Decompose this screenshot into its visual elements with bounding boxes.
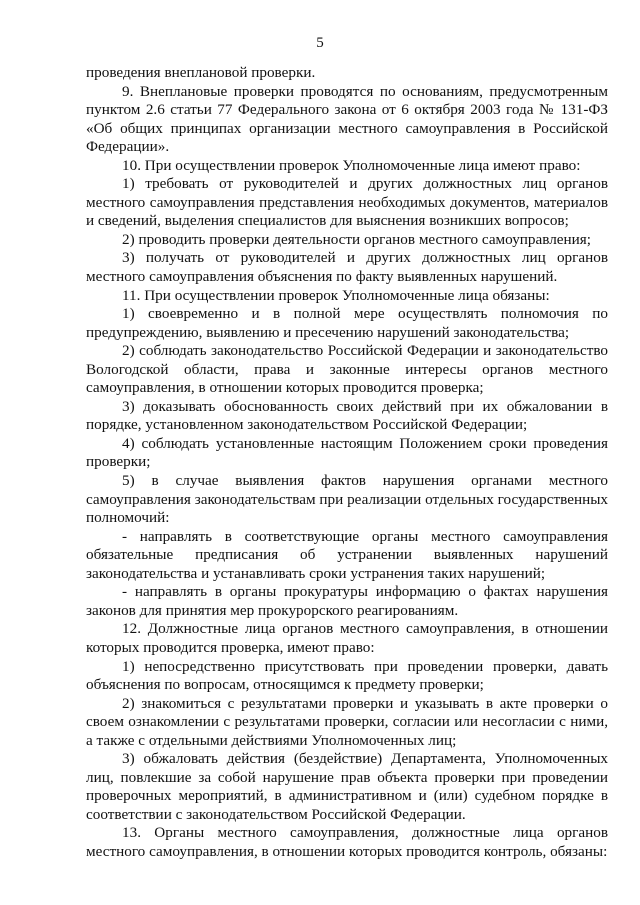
paragraph: 9. Внеплановые проверки проводятся по основаниям, предусмотренным пунктом 2.6 статьи 77 Федерального закона от 6 октября 2003 года № 131-ФЗ «Об общих принципах организации местного самоуправления в Российской Федерации». (86, 82, 608, 156)
paragraph: 12. Должностные лица органов местного самоуправления, в отношении которых проводится проверка, имеют право: (86, 620, 608, 656)
paragraph: 2) соблюдать законодательство Российской Федерации и законодательство Вологодской области, права и законные интересы органов местного самоуправления, в отношении которых проводится проверка; (86, 342, 608, 397)
paragraph: 3) получать от руководителей и других должностных лиц органов местного самоуправления объяснения по факту выявленных нарушений. (86, 249, 608, 286)
paragraph: 11. При осуществлении проверок Уполномоченные лица обязаны: (122, 286, 550, 304)
paragraph: - направлять в соответствующие органы местного самоуправления обязательные предписания об устранении выявленных нарушений законодательства и устанавливать сроки устранения таких нарушений; (86, 527, 608, 582)
paragraph: 3) доказывать обоснованность своих действий при их обжаловании в порядке, установленном законодательством Российской Федерации; (86, 397, 608, 434)
paragraph: 2) знакомиться с результатами проверки и указывать в акте проверки о своем ознакомлении с результатами проверки, согласии или несогласии с ними, а также с отдельными действиями Уполномоченных лиц; (86, 694, 608, 749)
paragraph: 2) проводить проверки деятельности органов местного самоуправления; (122, 230, 591, 248)
paragraph: 5) в случае выявления фактов нарушения органами местного самоуправления законодательствам при реализации отдельных государственных полномочий: (86, 472, 608, 527)
paragraph: 1) своевременно и в полной мере осуществлять полномочия по предупреждению, выявлению и пресечению нарушений законодательства; (86, 305, 608, 341)
paragraph: 13. Органы местного самоуправления, должностные лица органов местного самоуправления, в отношении которых проводится контроль, обязаны: (86, 824, 608, 860)
document-body (86, 64, 608, 862)
paragraph: 4) соблюдать установленные настоящим Положением сроки проведения проверки; (86, 434, 608, 471)
paragraph: - направлять в органы прокуратуры информацию о фактах нарушения законов для принятия мер прокурорского реагированиям. (86, 583, 608, 619)
paragraph: 10. При осуществлении проверок Уполномоченные лица имеют право: (122, 156, 581, 174)
paragraph: 1) непосредственно присутствовать при проведении проверки, давать объяснения по вопросам, относящимся к предмету проверки; (86, 657, 608, 694)
paragraph: 3) обжаловать действия (бездействие) Департамента, Уполномоченных лиц, повлекшие за собой нарушение прав объекта проверки при проведении проверочных мероприятий, в административном и (или) судебном порядке в соответствии с законодательством Российской Федерации. (86, 750, 608, 823)
page-number: 5 (316, 35, 324, 51)
paragraph: проведения внеплановой проверки. (86, 64, 316, 81)
paragraph: 1) требовать от руководителей и других должностных лиц органов местного самоуправления представления необходимых документов, материалов и сведений, выделения специалистов для выяснения возникших вопросов; (86, 175, 608, 230)
